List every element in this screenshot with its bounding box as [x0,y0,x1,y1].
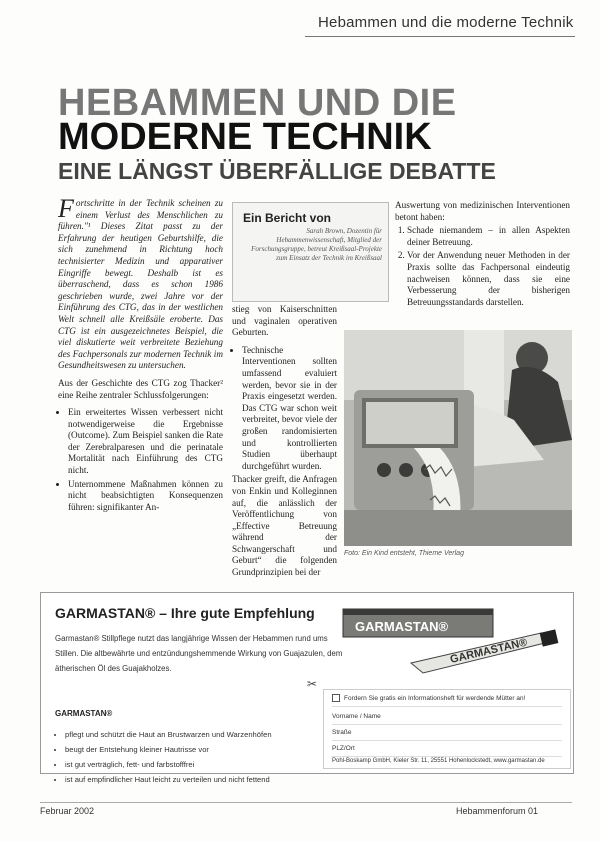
product-tube-label: GARMASTAN® [448,636,529,666]
advertisement [40,592,574,784]
author-box-title: Ein Bericht von [243,211,332,225]
product-illustration [341,603,571,681]
footer-rule [40,802,572,803]
sender-address: Pohl-Boskamp GmbH, Kieler Str. 11, 25551 Hohenlockstedt, www.garmastan.de [332,758,545,764]
coupon-form [323,689,571,769]
list-item: • Technische Interventionen sollten umfassend evaluiert werden, bevor sie in der Praxis eingesetzt werden. Das CTG war schon weit verbreitet, bevor viele der großen randomisierten und kontrollierten Studien überhaupt durchgeführt wurden. [242,345,337,473]
col2-paragraph-2: Thacker greift, die Anfragen von Enkin und Kolleginnen auf, die anlässlich der Veröffentlichung von „Effective Betreuung während der Schwangerschaft und Geburt“ die folgenden Grundprinzipien bei der [232,474,337,578]
list-item: 1. Schade niemandem – in allen Aspekten deiner Betreuung. [407,225,570,248]
street-field[interactable]: Straße [332,726,562,741]
column-3 [395,200,570,310]
scissors-icon: ✂ [307,677,318,691]
list-item: • beugt der Entstehung kleiner Hautrisse vor [65,742,365,757]
photo-illustration [344,330,572,546]
title-line-3: EINE LÄNGST ÜBERFÄLLIGE DEBATTE [58,158,496,184]
ad-body: Garmastan® Stillpflege nutzt das langjährige Wissen der Hebammen rund ums Stillen. Die altbewährte und entzündungshemmende Wirkung von Guajazulen, dem ätherischen Öl des Guajakholzes. [55,634,343,673]
footer-page-number: Hebammenforum 01 [456,806,539,816]
col1-bullets [58,407,223,513]
col2-paragraph: stieg von Kaiserschnitten und vaginalen operativen Geburten. [232,304,337,338]
running-head-rule [305,36,575,37]
title-line-2: MODERNE TECHNIK [58,116,432,158]
drop-cap: F [58,194,74,223]
list-item: • Ein erweitertes Wissen verbessert nicht notwendigerweise die Ergebnisse (Outcome). Zum Beispiel sanken die Rate der Zerebralparesen und die perinatale Mortalität nach Einführung des CTG nicht. [68,407,223,477]
name-field[interactable]: Vorname / Name [332,710,562,725]
col3-numbered-list [395,225,570,308]
city-field[interactable]: PLZ/Ort [332,742,562,757]
ad-bullet-list [55,727,365,787]
ad-headline: GARMASTAN® – Ihre gute Empfehlung [55,605,315,621]
col1-paragraph: Aus der Geschichte des CTG zog Thacker² eine Reihe zentraler Schlussfolgerungen: [58,377,223,400]
photo-caption: Foto: Ein Kind entsteht, Thieme Verlag [344,550,464,557]
coupon-header: Fordern Sie gratis ein Informationsheft für werdende Mütter an! [332,692,562,707]
list-item: • ist auf empfindlicher Haut leicht zu verteilen und nicht fettend [65,772,365,787]
ad-subheading: GARMASTAN® [55,709,113,718]
intro-paragraph [58,194,223,372]
running-head: Hebammen und die moderne Technik [318,14,574,31]
author-box-text: Sarah Brown, Dozentin für Hebammenwissenschaft, Mitglied der Forschungsgruppe, betreut Kreißsaal-Projekte zum Einsatz der Technik im Kreißsaal [251,227,382,262]
product-box-label: GARMASTAN® [355,619,449,634]
checkbox[interactable] [332,694,340,702]
product-image [341,603,571,681]
author-box [232,202,389,302]
list-item: • pflegt und schützt die Haut an Brustwarzen und Warzenhöfen [65,727,365,742]
intro-text: ortschritte in der Technik scheinen zu einem Verlust des Menschlichen zu führen."¹ Dieses Zitat passt zu der Erfahrung der heutigen Geburtshilfe, die sich zunehmend in Richtung hoch technisierter Medizin und apparativer Eingriffe bewegt. Deshalb ist es überraschend, dass es schon 1986 geschrieben wurde, zwei Jahre vor der Einführung des CTG, das in der westlichen Welt schnell alle Kreißsäle eroberte. Das CTG ist ein ausgezeichnetes Beispiel, die viel diskutierte weit verbreitete Beziehung des Fachpersonals zur modernen Technik im Gesundheitswesen zu untersuchen. [58,198,223,371]
list-item: • ist gut verträglich, fett- und farbstofffrei [65,757,365,772]
footer-date: Februar 2002 [40,806,95,816]
column-2 [232,304,337,585]
column-1 [58,194,223,515]
col2-bullets [232,345,337,473]
col3-paragraph: Auswertung von medizinischen Interventionen betont haben: [395,200,570,222]
list-item: • Unternommene Maßnahmen können zu nicht beabsichtigten Konsequenzen führen: signifikanter An- [68,479,223,514]
title-line-1: HEBAMMEN UND DIE [58,82,457,124]
photo-ctg-machine [344,330,572,546]
list-item: 2. Vor der Anwendung neuer Methoden in der Praxis sollte das Fachpersonal eindeutig nachweisen können, dass sie eine Verbesserung der bisherigen Betreuungsstandards darstellen. [407,250,570,308]
